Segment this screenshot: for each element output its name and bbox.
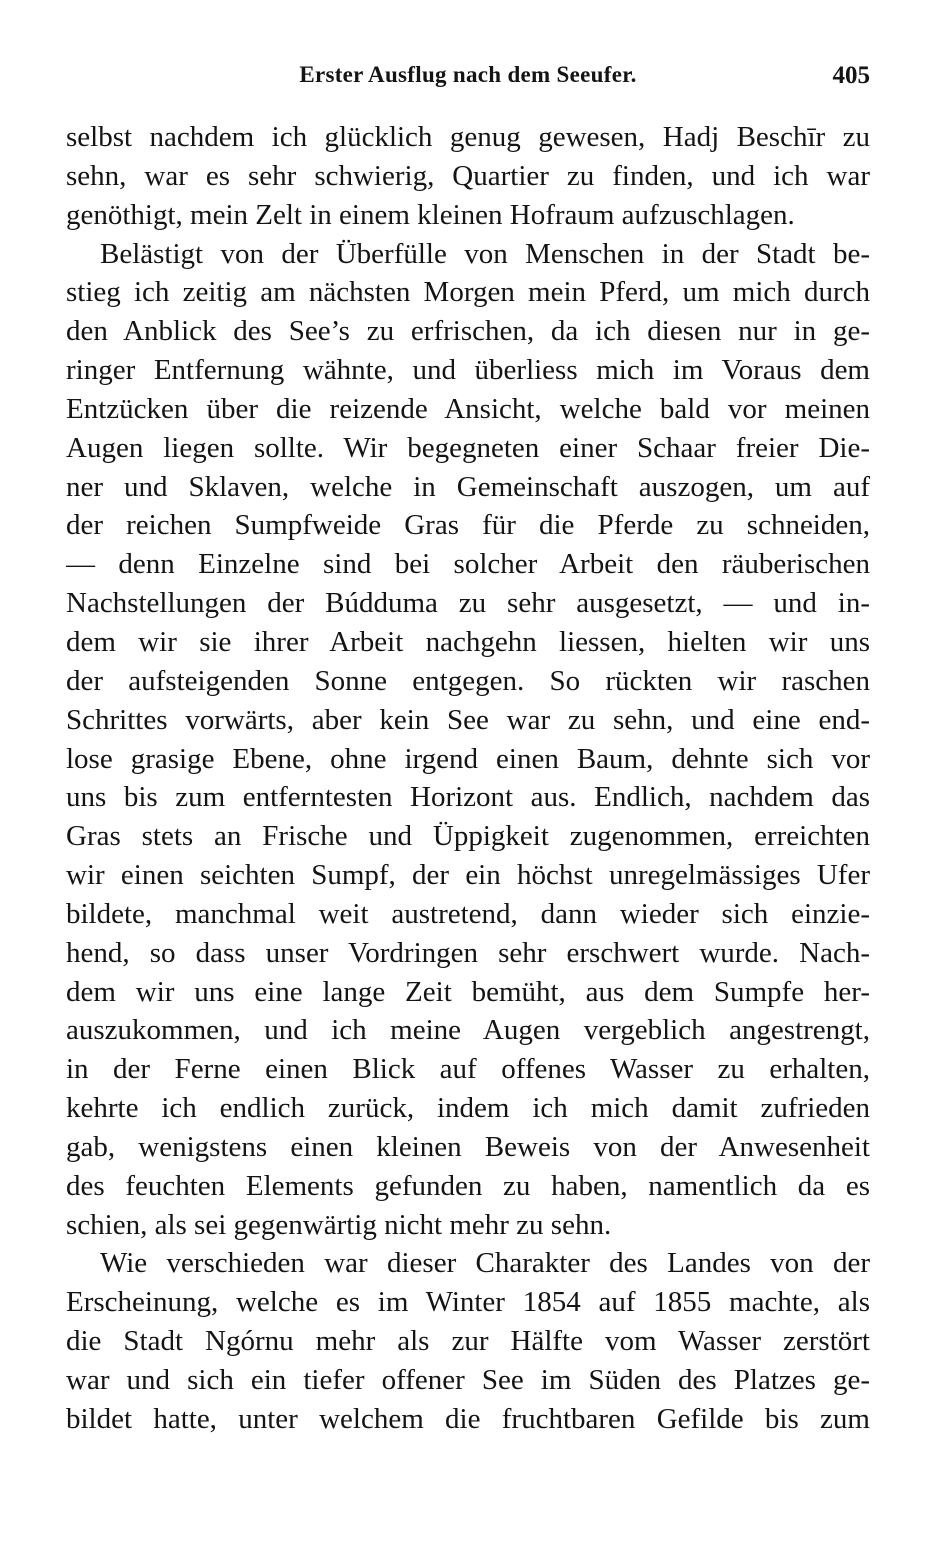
running-head-title: Erster Ausflug nach dem Seeufer. — [299, 62, 637, 87]
text-line: kehrte ich endlich zurück, indem ich mich damit zufrieden — [66, 1092, 870, 1125]
text-line: Schrittes vorwärts, aber kein See war zu sehn, und eine end- — [66, 703, 870, 736]
text-line: der aufsteigenden Sonne entgegen. So rückten wir raschen — [66, 664, 870, 697]
text-line: stieg ich zeitig am nächsten Morgen mein Pferd, um mich durch — [66, 276, 870, 309]
text-line: ner und Sklaven, welche in Gemeinschaft auszogen, um auf — [66, 470, 870, 503]
text-line: lose grasige Ebene, ohne irgend einen Baum, dehnte sich vor — [66, 742, 870, 775]
text-line: ringer Entfernung wähnte, und überliess mich im Voraus dem — [66, 354, 870, 387]
text-line: — denn Einzelne sind bei solcher Arbeit den räuberischen — [66, 548, 870, 581]
text-line: Gras stets an Frische und Üppigkeit zugenommen, erreichten — [66, 820, 870, 853]
text-line: genöthigt, mein Zelt in einem kleinen Hofraum aufzuschlagen. — [66, 198, 795, 231]
text-line: den Anblick des See’s zu erfrischen, da ich diesen nur in ge- — [66, 315, 870, 348]
text-line: war und sich ein tiefer offener See im Süden des Platzes ge- — [66, 1364, 870, 1396]
running-head — [66, 62, 870, 102]
text-line: sehn, war es sehr schwierig, Quartier zu finden, und ich war — [66, 159, 870, 192]
text-line: dem wir uns eine lange Zeit bemüht, aus dem Sumpfe her- — [66, 975, 870, 1008]
text-line: wir einen seichten Sumpf, der ein höchst unregelmässiges Ufer — [66, 859, 870, 892]
text-line: schien, als sei gegenwärtig nicht mehr zu sehn. — [66, 1208, 612, 1241]
text-line: Nachstellungen der Búdduma zu sehr ausgesetzt, — und in- — [66, 587, 870, 620]
text-line: dem wir sie ihrer Arbeit nachgehn liessen, hielten wir uns — [66, 625, 870, 658]
text-line: der reichen Sumpfweide Gras für die Pferde zu schneiden, — [66, 509, 870, 542]
text-line: auszukommen, und ich meine Augen vergeblich angestrengt, — [66, 1014, 870, 1047]
text-line: uns bis zum entferntesten Horizont aus. Endlich, nachdem das — [66, 781, 870, 814]
text-line: in der Ferne einen Blick auf offenes Wasser zu erhalten, — [66, 1053, 870, 1086]
text-line: Entzücken über die reizende Ansicht, welche bald vor meinen — [66, 392, 870, 425]
text-line: bildet hatte, unter welchem die fruchtbaren Gefilde bis zum — [66, 1402, 870, 1435]
text-line: Augen liegen sollte. Wir begegneten einer Schaar freier Die- — [66, 431, 870, 464]
text-line: Erscheinung, welche es im Winter 1854 auf 1855 machte, als — [66, 1286, 870, 1319]
text-line: des feuchten Elements gefunden zu haben, namentlich da es — [66, 1169, 870, 1202]
text-line: gab, wenigstens einen kleinen Beweis von der Anwesenheit — [66, 1130, 870, 1163]
text-line: Wie verschieden war dieser Charakter des Landes von der — [100, 1247, 870, 1280]
body-text — [66, 118, 870, 1439]
text-line: bildete, manchmal weit austretend, dann wieder sich einzie- — [66, 897, 870, 930]
text-line: hend, so dass unser Vordringen sehr erschwert wurde. Nach- — [66, 936, 870, 969]
text-line: die Stadt Ngórnu mehr als zur Hälfte vom Wasser zerstört — [66, 1325, 870, 1358]
text-line: selbst nachdem ich glücklich genug gewesen, Hadj Beschīr zu — [66, 121, 870, 153]
text-line: Belästigt von der Überfülle von Menschen in der Stadt be- — [100, 237, 870, 270]
page-number: 405 — [832, 62, 870, 89]
